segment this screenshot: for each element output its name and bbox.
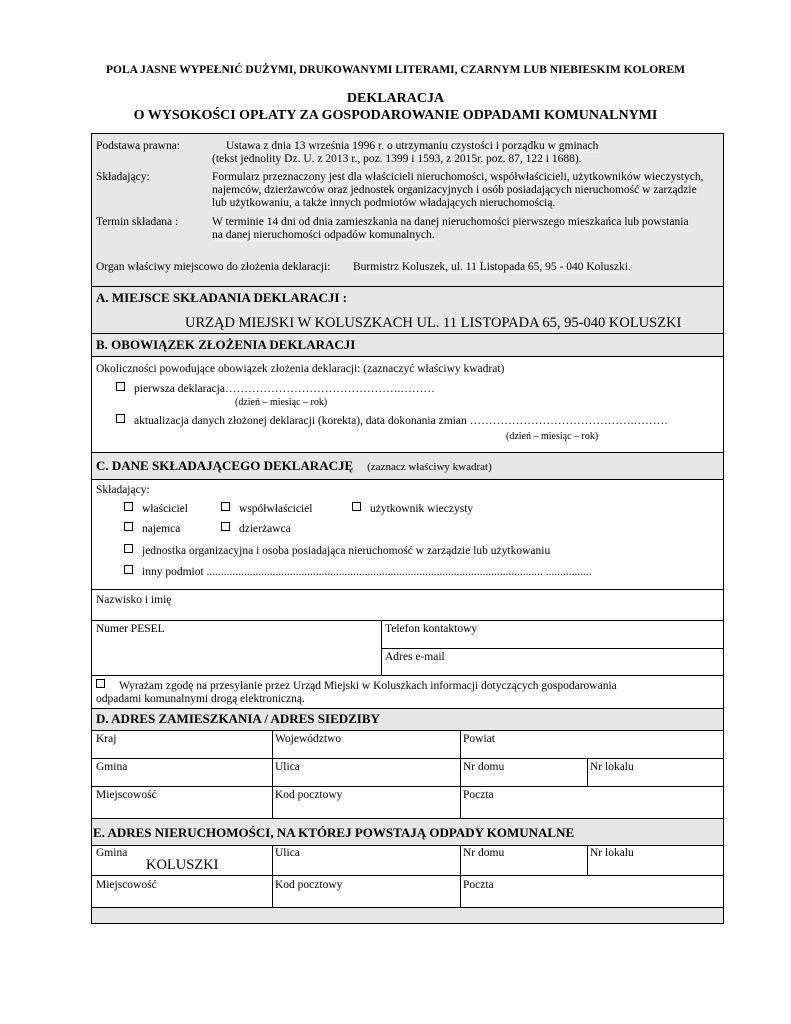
- street-field[interactable]: Ulica: [275, 761, 300, 773]
- fill-instruction: POLA JASNE WYPEŁNIĆ DUŻYMI, DRUKOWANYMI LITERAMI, CZARNYM LUB NIEBIESKIM KOLOREM: [106, 64, 685, 76]
- property-postal-code-field[interactable]: Kod pocztowy: [275, 879, 343, 891]
- owner-option[interactable]: [124, 502, 188, 516]
- property-flat-number-field[interactable]: Nr lokalu: [590, 847, 634, 859]
- county-field[interactable]: Powiat: [463, 733, 495, 745]
- house-number-field[interactable]: Nr domu: [463, 761, 505, 773]
- owner-label: właściciel: [142, 503, 188, 515]
- first-declaration-date-hint: (dzień – miesiąc – rok): [235, 397, 328, 408]
- pesel-field[interactable]: Numer PESEL: [96, 623, 165, 635]
- tenant-label: najemca: [142, 523, 181, 535]
- other-entity-option[interactable]: [124, 565, 592, 579]
- update-declaration-label: aktualizacja danych złożonej deklaracji (korekta), data dokonania zmian …………………………………….………: [134, 415, 668, 427]
- deadline-label: Termin składana :: [96, 216, 179, 228]
- form-footer-background: [92, 907, 723, 923]
- document-title: DEKLARACJA: [346, 91, 445, 106]
- property-street-field[interactable]: Ulica: [275, 847, 300, 859]
- first-declaration-checkbox[interactable]: [116, 382, 125, 391]
- email-field[interactable]: Adres e-mail: [385, 651, 445, 663]
- country-field[interactable]: Kraj: [96, 733, 117, 745]
- property-locality-field[interactable]: Miejscowość: [96, 879, 157, 891]
- owner-checkbox[interactable]: [124, 502, 133, 511]
- consent-checkbox[interactable]: [96, 679, 105, 688]
- property-municipality-field[interactable]: Gmina: [96, 847, 128, 859]
- consent-text-continued: odpadami komunalnymi drogą elektroniczną.: [96, 693, 305, 705]
- consent-text: Wyrażam zgodę na przesyłanie przez Urząd Miejski w Koluszkach informacji dotyczących gospodarowania: [119, 680, 617, 692]
- submitter-label: Składający:: [96, 171, 150, 183]
- property-municipality-value: KOLUSZKI: [146, 857, 219, 873]
- organization-label: jednostka organizacyjna i osoba posiadająca nieruchomość w zarządzie lub użytkowaniu: [142, 545, 551, 557]
- other-entity-checkbox[interactable]: [124, 565, 133, 574]
- post-office-field[interactable]: Poczta: [463, 789, 494, 801]
- update-declaration-checkbox[interactable]: [116, 414, 125, 423]
- property-house-number-field[interactable]: Nr domu: [463, 847, 505, 859]
- co-owner-option[interactable]: [221, 502, 312, 516]
- property-post-office-field[interactable]: Poczta: [463, 879, 494, 891]
- co-owner-checkbox[interactable]: [221, 502, 230, 511]
- lessee-label: dzierżawca: [239, 523, 291, 535]
- locality-field[interactable]: Miejscowość: [96, 789, 157, 801]
- legal-basis-label: Podstawa prawna:: [96, 140, 180, 152]
- organization-checkbox[interactable]: [124, 544, 133, 553]
- tenant-option[interactable]: [124, 522, 180, 536]
- perpetual-user-checkbox[interactable]: [352, 502, 361, 511]
- tenant-checkbox[interactable]: [124, 522, 133, 531]
- section-a-header: A. MIEJSCE SKŁADANIA DEKLARACJI :: [96, 290, 348, 305]
- name-field[interactable]: Nazwisko i imię: [96, 594, 172, 606]
- perpetual-user-label: użytkownik wieczysty: [370, 503, 474, 515]
- section-c-note: (zaznacz właściwy kwadrat): [367, 461, 492, 473]
- perpetual-user-option[interactable]: [352, 502, 473, 516]
- flat-number-field[interactable]: Nr lokalu: [590, 761, 634, 773]
- section-c-title: C. DANE SKŁADAJĄCEGO DEKLARACJĘ: [96, 458, 354, 473]
- co-owner-label: współwłaściciel: [239, 503, 313, 515]
- section-d-header: D. ADRES ZAMIESZKANIA / ADRES SIEDZIBY: [96, 711, 380, 726]
- organization-option[interactable]: [124, 544, 550, 558]
- submitter-text: najemców, dzierżawców oraz jednostek organizacyjnych i osób posiadających nieruchomość w zarządzie: [212, 184, 697, 196]
- first-declaration-option[interactable]: [116, 382, 435, 396]
- first-declaration-label: pierwsza deklaracja……………………………………….………: [134, 383, 435, 395]
- submission-place-value: URZĄD MIEJSKI W KOLUSZKACH UL. 11 LISTOPADA 65, 95-040 KOLUSZKI: [185, 315, 682, 331]
- section-e-header: E. ADRES NIERUCHOMOŚCI, NA KTÓREJ POWSTAJĄ ODPADY KOMUNALNE: [93, 825, 575, 840]
- lessee-option[interactable]: [221, 522, 291, 536]
- phone-field[interactable]: Telefon kontaktowy: [385, 623, 478, 635]
- authority-value: Burmistrz Koluszek, ul. 11 Listopada 65, 95 - 040 Koluszki.: [353, 261, 631, 273]
- other-entity-label: inny podmiot ..................................................................................................................... ................: [142, 566, 592, 578]
- postal-code-field[interactable]: Kod pocztowy: [275, 789, 343, 801]
- circumstances-label: Okoliczności powodujące obowiązek złożenia deklaracji: (zaznaczyć właściwy kwadrat): [96, 363, 505, 375]
- legal-basis-text: (tekst jednolity Dz. U. z 2013 r., poz. 1399 i 1593, z 2015r. poz. 87, 122 i 1688).: [212, 153, 582, 165]
- submitter-text: lub użytkowaniu, a także innych podmiotów władających nieruchomością.: [212, 197, 556, 209]
- voivodeship-field[interactable]: Województwo: [275, 733, 342, 745]
- consent-option[interactable]: [96, 679, 617, 693]
- deadline-text: na danej nieruchomości odpadów komunalnych.: [212, 229, 435, 241]
- authority-label: Organ właściwy miejscowo do złożenia deklaracji:: [96, 261, 331, 273]
- legal-basis-text: Ustawa z dnia 13 września 1996 r. o utrzymaniu czystości i porządku w gminach: [226, 140, 599, 152]
- document-subtitle: O WYSOKOŚCI OPŁATY ZA GOSPODAROWANIE ODPADAMI KOMUNALNYMI: [133, 108, 658, 123]
- lessee-checkbox[interactable]: [221, 522, 230, 531]
- declaration-form: [91, 133, 724, 924]
- update-declaration-option[interactable]: [116, 414, 668, 428]
- submitter-type-label: Składający:: [96, 484, 150, 496]
- section-b-header: B. OBOWIĄZEK ZŁOŻENIA DEKLARACJI: [96, 337, 356, 352]
- deadline-text: W terminie 14 dni od dnia zamieszkania na danej nieruchomości pierwszego mieszkańca lub powstania: [212, 216, 689, 228]
- update-date-hint: (dzień – miesiąc – rok): [506, 431, 599, 442]
- municipality-field[interactable]: Gmina: [96, 761, 128, 773]
- submitter-text: Formularz przeznaczony jest dla właścicieli nieruchomości, współwłaścicieli, użytkowników wieczystych,: [212, 171, 704, 183]
- section-c-header: [96, 459, 492, 474]
